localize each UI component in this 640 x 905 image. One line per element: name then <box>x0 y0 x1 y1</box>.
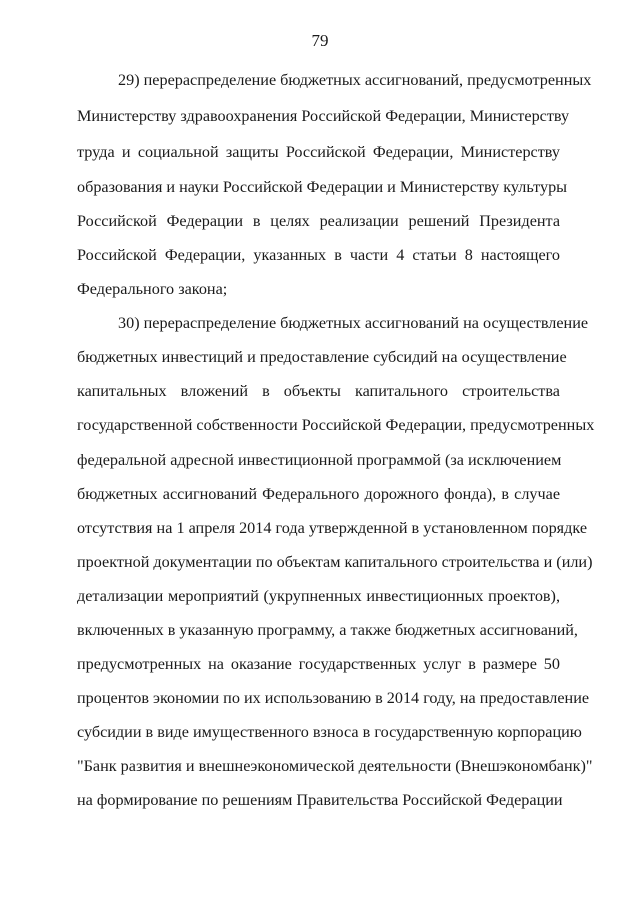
paragraph-29-line: труда и социальной защиты Российской Федерации, Министерству <box>77 143 560 161</box>
paragraph-29-line: Российской Федерации в целях реализации решений Президента <box>77 212 560 230</box>
paragraph-30-line: отсутствия на 1 апреля 2014 года утвержденной в установленном порядке <box>77 519 587 537</box>
paragraph-30-line: процентов экономии по их использованию в 2014 году, на предоставление <box>77 689 590 707</box>
paragraph-30-line: включенных в указанную программу, а также бюджетных ассигнований, <box>77 621 578 639</box>
paragraph-30-line: предусмотренных на оказание государственных услуг в размере 50 <box>77 655 560 673</box>
paragraph-29-line: Министерству здравоохранения Российской Федерации, Министерству <box>77 107 570 125</box>
paragraph-30-line: капитальных вложений в объекты капитального строительства <box>77 382 560 400</box>
paragraph-30-line: государственной собственности Российской Федерации, предусмотренных <box>77 416 595 434</box>
paragraph-30-line: детализации мероприятий (укрупненных инвестиционных проектов), <box>77 587 560 605</box>
paragraph-30-line: 30) перераспределение бюджетных ассигнований на осуществление <box>118 314 589 332</box>
paragraph-30-line: бюджетных ассигнований Федерального дорожного фонда), в случае <box>77 485 560 503</box>
paragraph-30-line: субсидии в виде имущественного взноса в государственную корпорацию <box>77 723 582 741</box>
paragraph-30-line: проектной документации по объектам капитального строительства и (или) <box>77 553 593 571</box>
paragraph-29-line: 29) перераспределение бюджетных ассигнований, предусмотренных <box>118 71 592 89</box>
paragraph-30-line: на формирование по решениям Правительства Российской Федерации <box>77 791 563 809</box>
page-number: 79 <box>311 31 329 50</box>
paragraph-30-line: "Банк развития и внешнеэкономической деятельности (Внешэкономбанк)" <box>77 757 593 775</box>
paragraph-29-line: образования и науки Российской Федерации и Министерству культуры <box>77 178 568 196</box>
paragraph-29-line: Российской Федерации, указанных в части 4 статьи 8 настоящего <box>77 246 560 264</box>
paragraph-30-line: бюджетных инвестиций и предоставление субсидий на осуществление <box>77 348 567 366</box>
paragraph-30-line: федеральной адресной инвестиционной программой (за исключением <box>77 451 562 469</box>
paragraph-29-line: Федерального закона; <box>77 280 228 298</box>
